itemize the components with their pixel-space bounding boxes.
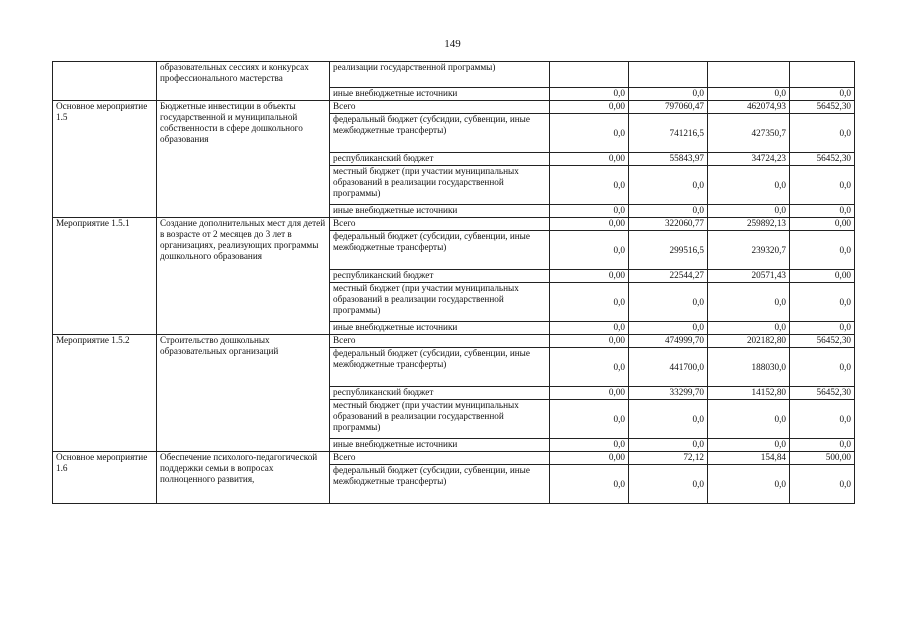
amount-cell: 0,00 xyxy=(550,153,629,166)
amount-cell: 0,0 xyxy=(550,231,629,270)
amount-cell: 202182,80 xyxy=(708,335,790,348)
amount-cell: 0,0 xyxy=(550,166,629,205)
funding-source: Всего xyxy=(330,335,550,348)
amount-cell: 0,00 xyxy=(790,218,855,231)
amount-cell: 0,0 xyxy=(790,283,855,322)
amount-cell: 474999,70 xyxy=(629,335,708,348)
amount-cell xyxy=(629,62,708,88)
amount-cell: 20571,43 xyxy=(708,270,790,283)
amount-cell: 0,0 xyxy=(629,439,708,452)
amount-cell: 741216,5 xyxy=(629,114,708,153)
amount-cell: 0,00 xyxy=(550,218,629,231)
amount-cell: 154,84 xyxy=(708,452,790,465)
funding-source: Всего xyxy=(330,218,550,231)
funding-source: местный бюджет (при участии муниципальных образований в реализации государственной программы) xyxy=(330,400,550,439)
amount-cell: 56452,30 xyxy=(790,335,855,348)
amount-cell: 0,0 xyxy=(708,166,790,205)
amount-cell: 0,0 xyxy=(708,88,790,101)
funding-source: иные внебюджетные источники xyxy=(330,439,550,452)
amount-cell: 0,00 xyxy=(550,387,629,400)
budget-table xyxy=(52,61,855,504)
amount-cell: 0,0 xyxy=(550,114,629,153)
amount-cell: 0,0 xyxy=(550,400,629,439)
amount-cell: 0,0 xyxy=(708,465,790,504)
funding-source: федеральный бюджет (субсидии, субвенции, иные межбюджетные трансферты) xyxy=(330,231,550,270)
table-row xyxy=(53,335,855,348)
funding-source: местный бюджет (при участии муниципальных образований в реализации государственной программы) xyxy=(330,166,550,205)
amount-cell: 0,0 xyxy=(790,322,855,335)
amount-cell: 56452,30 xyxy=(790,153,855,166)
activity-name: Строительство дошкольных образовательных организаций xyxy=(157,335,330,452)
table-row xyxy=(53,62,855,88)
funding-source: федеральный бюджет (субсидии, субвенции, иные межбюджетные трансферты) xyxy=(330,465,550,504)
amount-cell: 0,0 xyxy=(629,322,708,335)
amount-cell: 56452,30 xyxy=(790,387,855,400)
activity-name: Обеспечение психолого-педагогической поддержки семьи в вопросах полноценного развития, xyxy=(157,452,330,504)
amount-cell: 299516,5 xyxy=(629,231,708,270)
amount-cell: 0,0 xyxy=(550,88,629,101)
amount-cell: 55843,97 xyxy=(629,153,708,166)
activity-code xyxy=(53,62,157,101)
amount-cell: 0,0 xyxy=(790,205,855,218)
amount-cell: 0,00 xyxy=(550,452,629,465)
amount-cell: 0,0 xyxy=(790,465,855,504)
amount-cell: 0,0 xyxy=(790,231,855,270)
funding-source: республиканский бюджет xyxy=(330,387,550,400)
amount-cell: 34724,23 xyxy=(708,153,790,166)
amount-cell: 462074,93 xyxy=(708,101,790,114)
amount-cell: 0,0 xyxy=(550,439,629,452)
amount-cell: 0,00 xyxy=(550,335,629,348)
amount-cell: 0,0 xyxy=(790,88,855,101)
page-number: 149 xyxy=(444,38,461,50)
amount-cell: 0,0 xyxy=(790,439,855,452)
funding-source: Всего xyxy=(330,452,550,465)
table-row xyxy=(53,218,855,231)
funding-source: иные внебюджетные источники xyxy=(330,205,550,218)
activity-code: Основное мероприятие 1.6 xyxy=(53,452,157,504)
amount-cell: 33299,70 xyxy=(629,387,708,400)
amount-cell xyxy=(550,62,629,88)
amount-cell: 0,0 xyxy=(790,114,855,153)
activity-name: Бюджетные инвестиции в объекты государственной и муниципальной собственности в сфере дошкольного образования xyxy=(157,101,330,218)
amount-cell xyxy=(708,62,790,88)
amount-cell: 0,0 xyxy=(708,322,790,335)
activity-code: Мероприятие 1.5.1 xyxy=(53,218,157,335)
activity-name: Создание дополнительных мест для детей в возрасте от 2 месяцев до 3 лет в организациях, реализующих программы дошкольного образования xyxy=(157,218,330,335)
amount-cell: 239320,7 xyxy=(708,231,790,270)
funding-source: реализации государственной программы) xyxy=(330,62,550,88)
amount-cell: 0,0 xyxy=(629,166,708,205)
amount-cell: 322060,77 xyxy=(629,218,708,231)
amount-cell: 0,0 xyxy=(629,88,708,101)
amount-cell: 14152,80 xyxy=(708,387,790,400)
amount-cell: 72,12 xyxy=(629,452,708,465)
amount-cell: 0,0 xyxy=(629,400,708,439)
amount-cell: 0,0 xyxy=(550,465,629,504)
amount-cell: 0,0 xyxy=(708,400,790,439)
funding-source: республиканский бюджет xyxy=(330,153,550,166)
funding-source: Всего xyxy=(330,101,550,114)
amount-cell: 441700,0 xyxy=(629,348,708,387)
table-row xyxy=(53,101,855,114)
amount-cell: 0,0 xyxy=(550,205,629,218)
amount-cell: 500,00 xyxy=(790,452,855,465)
activity-code: Основное мероприятие 1.5 xyxy=(53,101,157,218)
funding-source: иные внебюджетные источники xyxy=(330,322,550,335)
funding-source: федеральный бюджет (субсидии, субвенции, иные межбюджетные трансферты) xyxy=(330,348,550,387)
activity-name: образовательных сессиях и конкурсах профессионального мастерства xyxy=(157,62,330,101)
amount-cell: 427350,7 xyxy=(708,114,790,153)
funding-source: местный бюджет (при участии муниципальных образований в реализации государственной программы) xyxy=(330,283,550,322)
amount-cell: 22544,27 xyxy=(629,270,708,283)
amount-cell: 0,0 xyxy=(550,322,629,335)
amount-cell: 0,0 xyxy=(708,439,790,452)
amount-cell xyxy=(790,62,855,88)
amount-cell: 0,0 xyxy=(708,205,790,218)
funding-source: республиканский бюджет xyxy=(330,270,550,283)
amount-cell: 0,0 xyxy=(550,283,629,322)
amount-cell: 0,00 xyxy=(790,270,855,283)
funding-source: федеральный бюджет (субсидии, субвенции, иные межбюджетные трансферты) xyxy=(330,114,550,153)
amount-cell: 0,0 xyxy=(629,283,708,322)
amount-cell: 0,0 xyxy=(629,205,708,218)
amount-cell: 0,0 xyxy=(629,465,708,504)
activity-code: Мероприятие 1.5.2 xyxy=(53,335,157,452)
amount-cell: 0,0 xyxy=(790,348,855,387)
amount-cell: 0,0 xyxy=(708,283,790,322)
funding-source: иные внебюджетные источники xyxy=(330,88,550,101)
amount-cell: 56452,30 xyxy=(790,101,855,114)
amount-cell: 0,00 xyxy=(550,101,629,114)
amount-cell: 0,0 xyxy=(550,348,629,387)
amount-cell: 259892,13 xyxy=(708,218,790,231)
amount-cell: 0,0 xyxy=(790,166,855,205)
table-row xyxy=(53,452,855,465)
amount-cell: 797060,47 xyxy=(629,101,708,114)
amount-cell: 0,0 xyxy=(790,400,855,439)
amount-cell: 188030,0 xyxy=(708,348,790,387)
amount-cell: 0,00 xyxy=(550,270,629,283)
